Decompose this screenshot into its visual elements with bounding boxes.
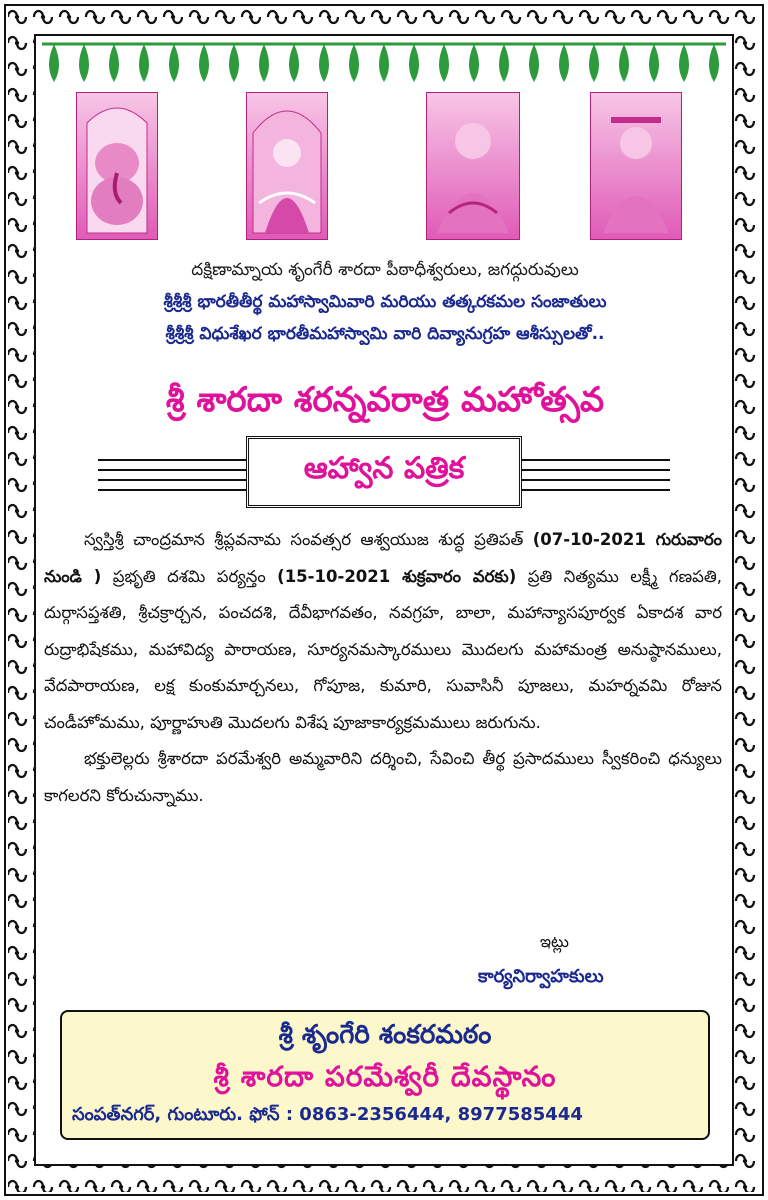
guru-bharati-tirtha-image <box>426 92 520 240</box>
blessing-lines <box>60 254 710 350</box>
festival-title: శ్రీ శారదా శరన్నవరాత్ర మహోత్సవ <box>165 380 605 420</box>
body-text: స్వస్తిశ్రీ చాంద్రమాన శ్రీప్లవనామ సంవత్సర ఆశ్వయుజ శుద్ధ ప్రతిపత్ <box>84 530 524 549</box>
ganesha-image <box>76 92 158 240</box>
body-paragraph-2: భక్తులెల్లరు శ్రీశారదా పరమేశ్వరి అమ్మవారిని దర్శించి, సేవించి తీర్థ ప్రసాదములు స్వీకరించి ధన్యులు కాగలరని కోరుచున్నాము. <box>44 749 722 805</box>
body-text: ప్రభృతి దశమి పర్యన్తం <box>101 566 278 586</box>
footer-address-phone: సంపత్‌నగర్, గుంటూరు. ఫోన్ : 0863-2356444, 8977585444 <box>72 1104 583 1125</box>
header-line-3: శ్రీశ్రీశ్రీ విధుశేఖర భారతీమహాస్వామి వారి దివ్యానుగ్రహ ఆశీస్సులతో.. <box>165 324 605 344</box>
footer-matham-name: శ్రీ శృంగేరి శంకరమఠం <box>278 1020 492 1050</box>
sign-organizers: కార్యనిర్వాహకులు <box>478 966 604 987</box>
sharada-devi-image <box>246 92 328 240</box>
invitation-banner <box>98 436 670 508</box>
start-date: (07-10-2021 గురువారం నుండి ) <box>44 530 722 586</box>
body-text: ప్రతి నిత్యము లక్ష్మీ గణపతి, దుర్గాసప్తశతి, శ్రీచక్రార్చన, పంచదశి, దేవీభాగవతం, నవగ్రహ, బాలా, మహాన్యాసపూర్వక ఏకాదశ వార రుద్రాభిషేకము, మహావిద్య పారాయణ, సూర్యనమస్కారములు మొదలగు మహామంత్ర అనుష్ఠానములు, వేదపారాయణ, లక్ష కుంకుమార్చనలు, గోపూజ, కుమారి, సువాసినీ పూజలు, మహర్నవమి రోజున చండీహోమము, పూర్ణాహుతి మొదలగు విశేష పూజాకార్యక్రమములు జరుగును. <box>44 566 722 732</box>
header-line-2: శ్రీశ్రీశ్రీ భారతీతీర్థ మహాస్వామివారి మరియు తత్కరకమల సంజాతులు <box>163 292 607 312</box>
deity-photos <box>76 92 696 242</box>
end-date: (15-10-2021 శుక్రవారం వరకు) <box>277 566 517 586</box>
temple-footer <box>60 1010 710 1140</box>
invitation-label: ఆహ్వాన పత్రిక <box>246 436 522 508</box>
invitation-body <box>44 522 722 814</box>
mango-leaf-garland <box>36 38 732 88</box>
sign-itlu: ఇట్లు <box>540 932 569 951</box>
body-paragraph-1 <box>44 522 722 741</box>
guru-vidhushekhara-bharati-image <box>590 92 682 240</box>
header-line-1: దక్షిణామ్నాయ శృంగేరీ శారదా పీఠాధీశ్వరులు, జగద్గురువులు <box>191 260 579 280</box>
footer-temple-name: శ్రీ శారదా పరమేశ్వరీ దేవస్థానం <box>213 1060 557 1093</box>
